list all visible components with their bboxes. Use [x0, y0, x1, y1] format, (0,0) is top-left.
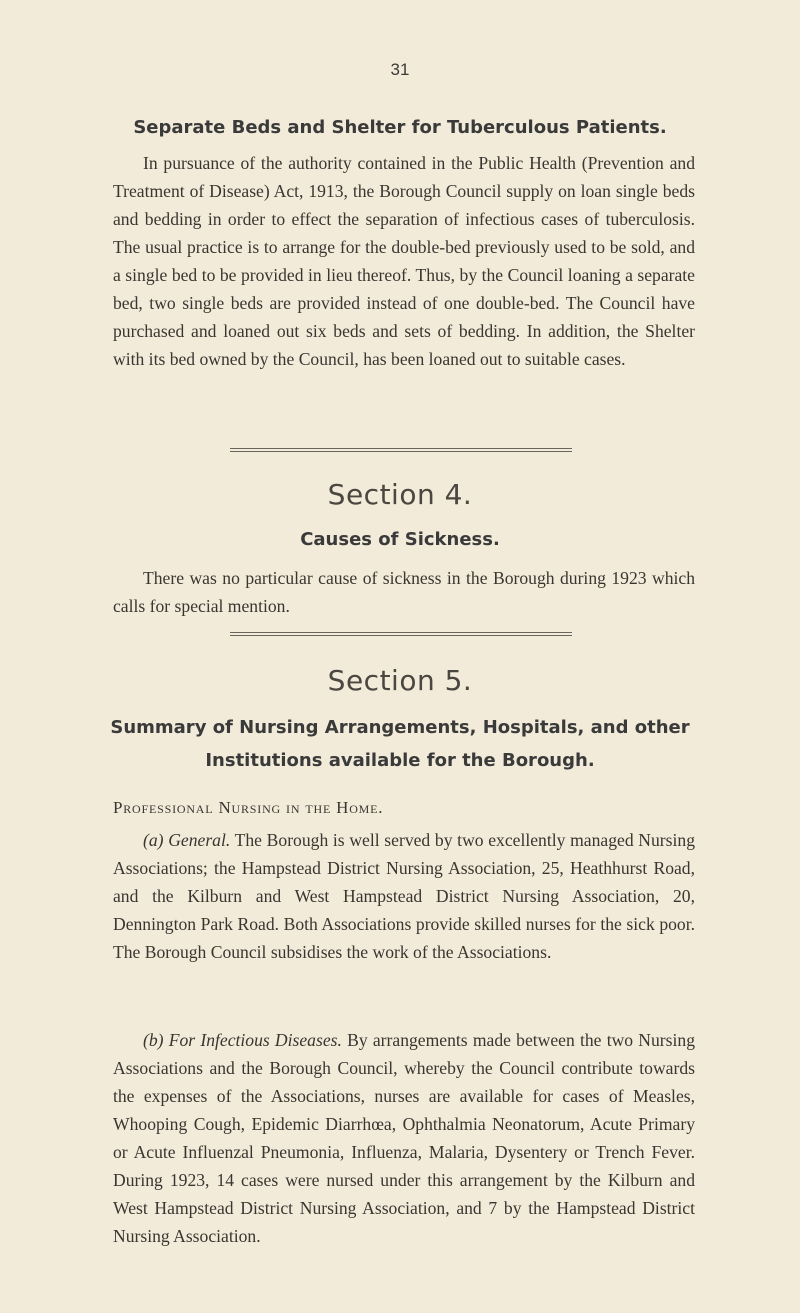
paragraph-b-label: (b) For Infectious Diseases.	[143, 1029, 342, 1050]
section-divider-1	[230, 448, 572, 452]
section-5-subtitle-line2: Institutions available for the Borough.	[205, 750, 595, 771]
page-number: 31	[390, 60, 410, 79]
section-4-title: Section 4.	[327, 478, 473, 511]
section-4-paragraph: There was no particular cause of sickness in the Borough during 1923 which calls for special mention.	[113, 567, 695, 616]
paragraph-b-text: By arrangements made between the two Nursing Associations and the Borough Council, whereby the Council contribute towards the expenses of the Associations, nurses are available for cases of Measles, Whooping Cough, Epidemic Diarrhœa, Ophthalmia Neonatorum, Acute Primary or Acute Influenzal Pneumonia, Influenza, Malaria, Dysentery or Trench Fever. During 1923, 14 cases were nursed under this arrangement by the Kilburn and West Hampstead District Nursing Association, and 7 by the Hampstead District Nursing Association.	[113, 1029, 695, 1246]
section-4-subtitle: Causes of Sickness.	[300, 529, 500, 550]
paragraph-a-text: The Borough is well served by two excellently managed Nursing Associations; the Hampstead District Nursing Association, 25, Heathhurst Road, and the Kilburn and West Hampstead District Nursing Association, 20, Dennington Park Road. Both Associations provide skilled nurses for the sick poor. The Borough Council subsidises the work of the Associations.	[113, 829, 695, 962]
beds-shelter-paragraph: In pursuance of the authority contained in the Public Health (Prevention and Treatment of Disease) Act, 1913, the Borough Council supply on loan single beds and bedding in order to effect the separation of infectious cases of tuberculosis. The usual practice is to arrange for the double-bed previously used to be sold, and a single bed to be provided in lieu thereof. Thus, by the Council loaning a separate bed, two single beds are provided instead of one double-bed. The Council have purchased and loaned out six beds and sets of bedding. In addition, the Shelter with its bed owned by the Council, has been loaned out to suitable cases.	[113, 152, 695, 369]
paragraph-b	[113, 1026, 695, 1250]
paragraph-a-label: (a) General.	[143, 829, 231, 850]
section-5-subtitle-line1: Summary of Nursing Arrangements, Hospitals, and other	[110, 717, 690, 738]
section-5-title: Section 5.	[327, 664, 473, 697]
professional-nursing-subheading: Professional Nursing in the Home.	[113, 798, 384, 817]
beds-shelter-heading: Separate Beds and Shelter for Tuberculous Patients.	[133, 117, 667, 138]
paragraph-a	[113, 826, 695, 966]
section-divider-2	[230, 632, 572, 636]
